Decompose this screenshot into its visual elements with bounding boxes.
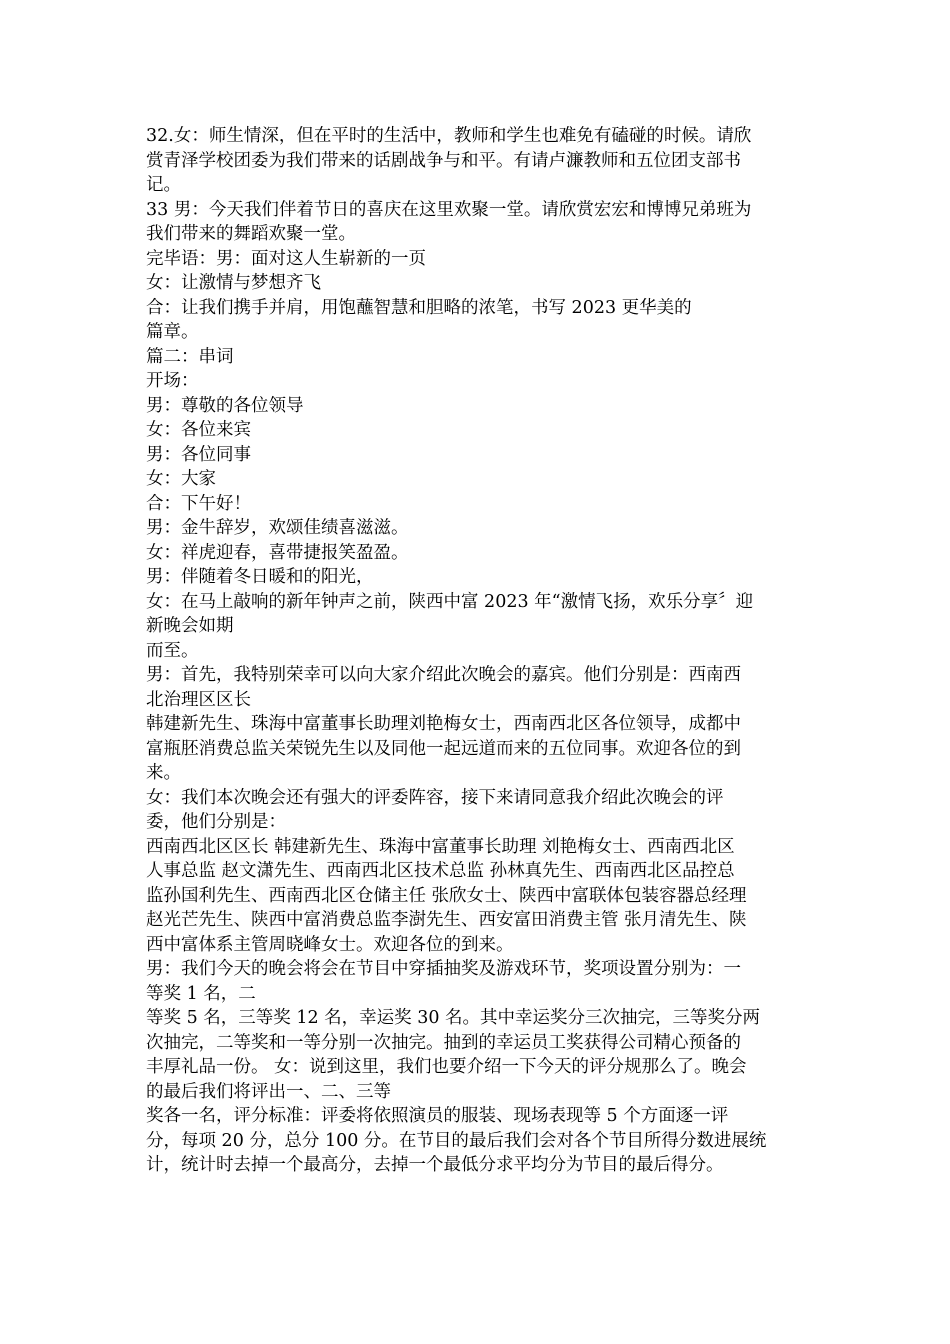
text-line: 西南西北区区长 韩建新先生、珠海中富董事长助理 刘艳梅女士、西南西北区 (146, 836, 735, 857)
text-line: 赵光芒先生、陕西中富消费总监李澍先生、西安富田消费主管 张月清先生、陕 (146, 910, 747, 930)
text-line: 韩建新先生、珠海中富董事长助理刘艳梅女士，西南西北区各位领导，成都中 (146, 714, 741, 734)
text-line: 男：我们今天的晚会将会在节目中穿插抽奖及游戏环节，奖项设置分别为：一 (146, 959, 741, 979)
text-line: 而至。 (146, 640, 199, 661)
text-line: 北治理区区长 (146, 689, 251, 710)
section-heading: 篇二：串词 (146, 346, 234, 367)
text-line: 记。 (146, 175, 181, 195)
text-line: 的最后我们将评出一、二、三等 (146, 1081, 391, 1102)
text-line: 女：我们本次晚会还有强大的评委阵容，接下来请同意我介绍此次晚会的评 (146, 787, 724, 808)
text-line: 奖各一名，评分标准：评委将依照演员的服装、现场表现等 5 个方面逐一评 (146, 1106, 729, 1126)
text-line: 合：让我们携手并肩，用饱蘸智慧和胆略的浓笔，书写 2023 更华美的 (146, 297, 692, 318)
text-line: 分，每项 20 分，总分 100 分。在节目的最后我们会对各个节目所得分数进展统 (146, 1130, 767, 1151)
text-line: 次抽完，二等奖和一等分别一次抽完。抽到的幸运员工奖获得公司精心预备的 (146, 1032, 741, 1053)
text-line: 女：祥虎迎春，喜带捷报笑盈盈。 (146, 542, 409, 563)
text-line: 等奖 5 名，三等奖 12 名，幸运奖 30 名。其中幸运奖分三次抽完，三等奖分两 (146, 1008, 761, 1028)
text-line: 女：各位来宾 (146, 420, 251, 440)
text-line: 等奖 1 名，二 (146, 983, 256, 1004)
text-line: 32.女：师生情深，但在平时的生活中，教师和学生也难免有磕碰的时候。请欣 (146, 126, 752, 146)
text-line: 新晚会如期 (146, 616, 234, 636)
text-line: 开场： (146, 371, 199, 391)
text-line: 男：伴随着冬日暖和的阳光， (146, 567, 374, 587)
text-line: 委，他们分别是： (146, 812, 286, 832)
text-line: 男：尊敬的各位领导 (146, 395, 304, 416)
text-line: 赏青泽学校团委为我们带来的话剧战争与和平。有请卢濂教师和五位团支部书 (146, 150, 741, 171)
document-body (146, 124, 806, 1178)
text-line: 女：让激情与梦想齐飞 (146, 273, 321, 293)
text-line: 合：下午好！ (146, 493, 251, 514)
text-line: 来。 (146, 763, 181, 783)
text-line: 计，统计时去掉一个最高分，去掉一个最低分求平均分为节目的最后得分。 (146, 1155, 724, 1175)
text-line: 丰厚礼品一份。 女：说到这里，我们也要介绍一下今天的评分规那么了。晚会 (146, 1057, 747, 1077)
text-line: 监孙国利先生、西南西北区仓储主任 张欣女士、陕西中富联体包装容器总经理 (146, 885, 747, 906)
text-line: 完毕语：男：面对这人生崭新的一页 (146, 248, 426, 269)
text-line: 我们带来的舞蹈欢聚一堂。 (146, 224, 356, 244)
text-line: 男：各位同事 (146, 444, 251, 465)
text-line: 人事总监 赵文潇先生、西南西北区技术总监 孙林真先生、西南西北区品控总 (146, 861, 735, 881)
text-line: 篇章。 (146, 322, 199, 342)
text-line: 西中富体系主管周晓峰女士。欢迎各位的到来。 (146, 934, 514, 955)
text-line: 女：大家 (146, 469, 216, 489)
text-line: 男：金牛辞岁，欢颂佳绩喜滋滋。 (146, 518, 409, 538)
text-line: 男：首先，我特别荣幸可以向大家介绍此次晚会的嘉宾。他们分别是：西南西 (146, 665, 741, 685)
text-line: 富瓶胚消费总监关荣锐先生以及同他一起远道而来的五位同事。欢迎各位的到 (146, 738, 741, 759)
text-line: 33 男：今天我们伴着节日的喜庆在这里欢聚一堂。请欣赏宏宏和博博兄弟班为 (146, 199, 752, 220)
text-line: 女：在马上敲响的新年钟声之前，陕西中富 2023 年“激情飞扬，欢乐分享〞迎 (146, 591, 754, 612)
